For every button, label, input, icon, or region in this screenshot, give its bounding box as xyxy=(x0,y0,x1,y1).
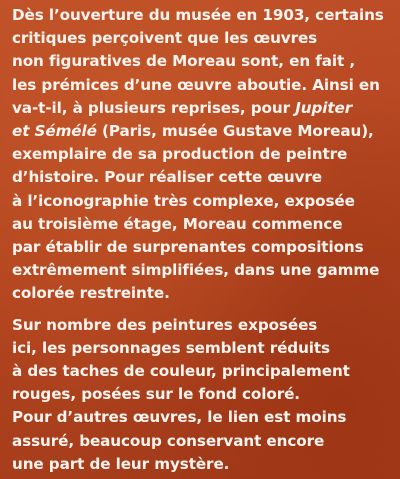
text-line: Sur nombre des peintures exposées xyxy=(12,315,318,334)
text-line: critiques perçoivent que les œuvres xyxy=(12,29,318,48)
artwork-title: Jupiter xyxy=(295,98,353,117)
text-line: extrêmement simplifiées, dans une gamme xyxy=(12,261,380,280)
text-line: à l’iconographie très complexe, exposée xyxy=(12,191,355,210)
text-line: rouges, posées sur le fond coloré. xyxy=(12,385,300,404)
text-line: au troisième étage, Moreau commence xyxy=(12,214,343,233)
text-line: les prémices d’une œuvre aboutie. Ainsi en xyxy=(12,75,380,94)
text-line: assuré, beaucoup conservant encore xyxy=(12,431,325,450)
text-line: ici, les personnages semblent réduits xyxy=(12,338,330,357)
text-line xyxy=(12,120,394,143)
text-line: d’histoire. Pour réaliser cette œuvre xyxy=(12,168,323,187)
text-line: colorée restreinte. xyxy=(12,284,170,303)
text-line: Pour d’autres œuvres, le lien est moins xyxy=(12,408,347,427)
paragraph-1 xyxy=(12,4,394,306)
text-segment: va-t-il, à plusieurs reprises, pour xyxy=(12,98,296,117)
text-line xyxy=(12,97,394,120)
artwork-title: et Sémélé xyxy=(12,122,97,141)
paragraph-2 xyxy=(12,314,394,476)
text-line: une part de leur mystère. xyxy=(12,454,230,473)
text-segment: (Paris, musée Gustave Moreau), xyxy=(96,122,374,141)
text-line: Dès l’ouverture du musée en 1903, certains xyxy=(12,6,384,24)
text-line: à des taches de couleur, principalement xyxy=(12,362,350,381)
text-line: non figuratives de Moreau sont, en fait , xyxy=(12,52,356,71)
text-line: par établir de surprenantes compositions xyxy=(12,238,364,257)
text-line: exemplaire de sa production de peintre xyxy=(12,145,348,164)
